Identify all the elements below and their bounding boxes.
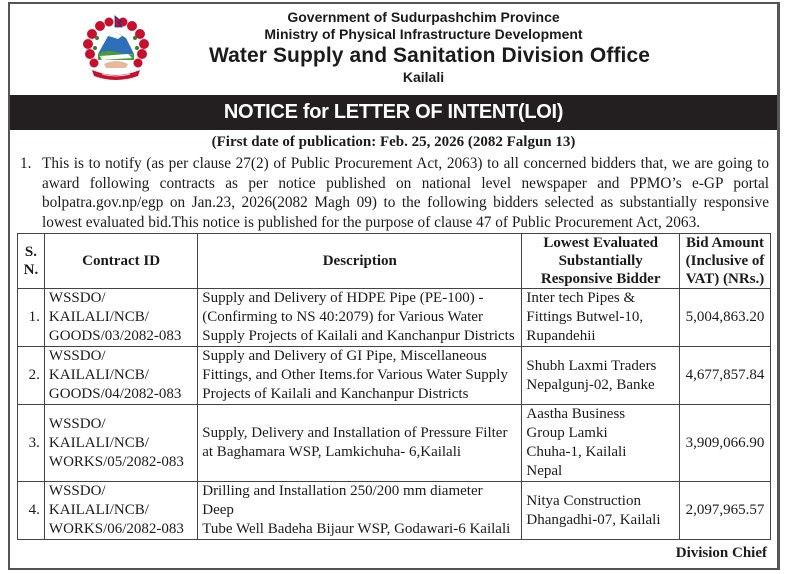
header-contract-id: Contract ID [44, 234, 197, 289]
cell-description: Supply, Delivery and Installation of Pressure Filter at Baghamara WSP, Lamkichuha- 6,Kailali [198, 405, 522, 482]
header-description: Description [198, 234, 522, 289]
cell-description: Supply and Delivery of GI Pipe, Miscellaneous Fittings, and Other Items.for Various Water Supply Projects of Kailali and Kanchanpur Districts [198, 347, 522, 405]
header-sn: S. N. [18, 234, 45, 289]
cell-sn: 1. [18, 289, 45, 347]
cell-sn: 4. [18, 482, 45, 540]
signature: Division Chief [675, 545, 767, 561]
cell-bidder: Nitya Construction Dhangadhi-07, Kailali [522, 482, 680, 540]
cell-description: Drilling and Installation 250/200 mm diameter Deep Tube Well Badeha Bijaur WSP, Godawari-6 Kailali [198, 482, 522, 540]
ministry-name: Ministry of Physical Infrastructure Development [264, 26, 583, 42]
cell-amount: 2,097,965.57 [680, 482, 771, 540]
cell-amount: 5,004,863.20 [680, 289, 771, 347]
district-name: Kailali [402, 69, 445, 85]
government-name: Government of Sudurpashchim Province [287, 9, 560, 25]
cell-sn: 3. [18, 405, 45, 482]
cell-sn: 2. [18, 347, 45, 405]
paragraph-text: This is to notify (as per clause 27(2) of Public Procurement Act, 2063) to all concerned bidders that, we are going to award following contracts as per notice published on national level newspaper and PPMO’s e-GP portal bolpatra.gov.np/egp on Jan.23, 2026(2082 Magh 09) to the following bidders selected as substantially responsive lowest evaluated bid.This notice is published for the purpose of clause 47 of Public Procurement Act, 2063. [42, 155, 769, 231]
table-row [18, 482, 771, 540]
cell-contract-id: WSSDO/ KAILALI/NCB/ WORKS/06/2082-083 [44, 482, 197, 540]
notice-frame [8, 2, 780, 570]
cell-contract-id: WSSDO/ KAILALI/NCB/ GOODS/03/2082-083 [44, 289, 197, 347]
cell-bidder: Aastha Business Group Lamki Chuha-1, Kailali Nepal [522, 405, 680, 482]
loi-table [17, 233, 771, 540]
cell-bidder: Inter tech Pipes & Fittings Butwel-10, Rupandehii [522, 289, 680, 347]
table-row [18, 289, 771, 347]
header-bidder: Lowest Evaluated Substantially Responsive Bidder [522, 234, 680, 289]
table-row [18, 405, 771, 482]
cell-description: Supply and Delivery of HDPE Pipe (PE-100) - (Confirming to NS 40:2079) for Various Water Supply Projects of Kailali and Kanchanpur Districts [198, 289, 522, 347]
notice-title: NOTICE for LETTER OF INTENT(LOI) [10, 95, 777, 130]
cell-contract-id: WSSDO/ KAILALI/NCB/ GOODS/04/2082-083 [44, 347, 197, 405]
cell-amount: 3,909,066.90 [680, 405, 771, 482]
cell-contract-id: WSSDO/ KAILALI/NCB/ WORKS/05/2082-083 [44, 405, 197, 482]
cell-amount: 4,677,857.84 [680, 347, 771, 405]
office-name: Water Supply and Sanitation Division Office [208, 44, 651, 67]
table-body [18, 289, 771, 540]
cell-bidder: Shubh Laxmi Traders Nepalgunj-02, Banke [522, 347, 680, 405]
office-header [10, 4, 777, 94]
paragraph-number: 1. [20, 155, 32, 172]
header-amount: Bid Amount (Inclusive of VAT) (NRs.) [680, 234, 771, 289]
table-header-row [18, 234, 771, 289]
publication-date: (First date of publication: Feb. 25, 2026 (2082 Falgun 13) [211, 134, 576, 150]
notice-paragraph [20, 154, 769, 232]
table-row [18, 347, 771, 405]
